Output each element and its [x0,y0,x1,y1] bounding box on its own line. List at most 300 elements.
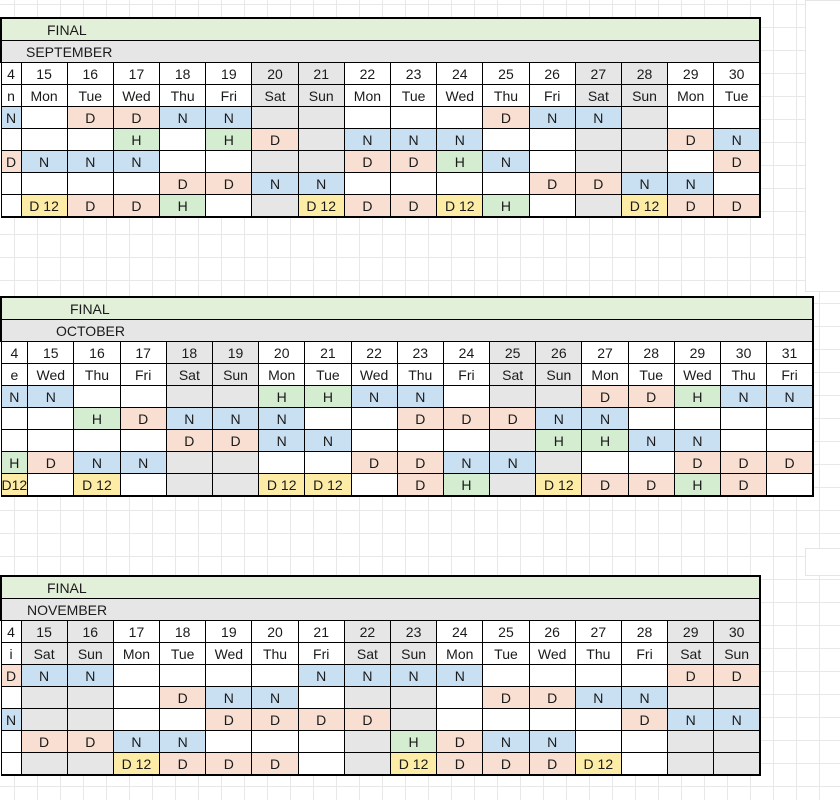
shift-cell[interactable]: D [67,195,113,218]
shift-cell[interactable]: D [529,173,575,195]
shift-cell[interactable]: D [67,731,113,753]
weekday-cell[interactable]: Sat [668,643,714,665]
shift-cell[interactable]: D [529,753,575,776]
shift-cell[interactable]: N [206,687,252,709]
weekday-cell[interactable]: Mon [259,364,305,386]
shift-cell[interactable]: N [529,731,575,753]
shift-cell[interactable]: N [67,665,113,687]
shift-cell[interactable]: H [74,408,120,430]
day-number-cell[interactable]: 27 [575,63,621,85]
shift-cell[interactable] [74,430,120,452]
day-number-cell[interactable]: 18 [166,342,212,364]
shift-cell[interactable] [767,408,813,430]
shift-cell[interactable] [351,408,397,430]
shift-cell[interactable] [767,430,813,452]
shift-cell[interactable] [67,687,113,709]
shift-cell[interactable]: D 12 [391,753,437,776]
weekday-cell[interactable]: Thu [483,85,529,107]
day-number-cell[interactable]: 30 [714,621,760,643]
weekday-cell[interactable]: Wed [28,364,74,386]
shift-cell[interactable]: N [67,151,113,173]
shift-cell[interactable]: N [160,731,206,753]
shift-cell[interactable] [391,687,437,709]
shift-cell[interactable]: D [344,151,390,173]
shift-cell[interactable] [1,173,21,195]
shift-cell[interactable]: D [490,408,536,430]
shift-cell[interactable]: D [483,753,529,776]
shift-cell[interactable]: N [714,129,760,151]
shift-cell[interactable] [206,151,252,173]
shift-cell[interactable] [1,430,28,452]
shift-cell[interactable]: D [252,753,298,776]
shift-cell[interactable] [259,452,305,474]
shift-cell[interactable]: D [483,687,529,709]
shift-cell[interactable] [1,753,21,776]
shift-cell[interactable] [721,430,767,452]
shift-cell[interactable]: D [206,709,252,731]
shift-cell[interactable] [621,731,667,753]
day-number-cell[interactable]: 19 [206,621,252,643]
weekday-cell[interactable]: Sat [344,643,390,665]
shift-cell[interactable] [160,665,206,687]
shift-cell[interactable] [536,452,582,474]
shift-cell[interactable] [437,709,483,731]
weekday-cell[interactable]: Fri [529,85,575,107]
shift-cell[interactable]: D [1,665,21,687]
shift-cell[interactable]: H [437,151,483,173]
shift-cell[interactable]: N [1,107,21,129]
shift-cell[interactable] [206,195,252,218]
shift-cell[interactable]: D [628,386,674,408]
shift-cell[interactable]: N [575,687,621,709]
shift-cell[interactable]: D [668,195,714,218]
shift-cell[interactable]: N [113,151,159,173]
day-number-cell[interactable]: 27 [575,621,621,643]
weekday-cell[interactable]: Tue [160,643,206,665]
weekday-cell[interactable]: Thu [397,364,443,386]
day-number-cell[interactable]: 26 [529,63,575,85]
shift-cell[interactable] [714,173,760,195]
shift-cell[interactable] [397,430,443,452]
shift-cell[interactable]: D 12 [305,474,351,497]
shift-cell[interactable]: H [536,430,582,452]
day-number-cell[interactable]: 16 [74,342,120,364]
day-number-cell[interactable]: 29 [674,342,720,364]
shift-cell[interactable] [575,665,621,687]
shift-cell[interactable]: N [1,709,21,731]
shift-cell[interactable]: N [344,129,390,151]
shift-cell[interactable]: D [120,408,166,430]
shift-cell[interactable] [74,386,120,408]
shift-cell[interactable] [298,151,344,173]
shift-cell[interactable]: D [721,474,767,497]
shift-cell[interactable] [483,665,529,687]
shift-cell[interactable]: N [437,665,483,687]
shift-cell[interactable]: H [206,129,252,151]
shift-cell[interactable]: H [259,386,305,408]
shift-cell[interactable] [120,386,166,408]
shift-cell[interactable]: N [252,173,298,195]
shift-cell[interactable]: D [1,151,21,173]
day-number-cell[interactable]: 22 [351,342,397,364]
shift-cell[interactable] [344,173,390,195]
shift-cell[interactable] [166,474,212,497]
shift-cell[interactable]: N [437,129,483,151]
weekday-cell[interactable]: Mon [437,643,483,665]
day-number-cell[interactable]: 22 [344,63,390,85]
shift-cell[interactable] [490,386,536,408]
day-number-cell[interactable]: 16 [67,621,113,643]
shift-cell[interactable] [1,731,21,753]
shift-cell[interactable] [621,151,667,173]
shift-cell[interactable]: N [714,709,760,731]
shift-cell[interactable]: H [443,474,489,497]
weekday-cell[interactable]: Wed [437,85,483,107]
day-number-cell[interactable]: 30 [714,63,760,85]
shift-cell[interactable]: N [305,430,351,452]
shift-cell[interactable] [575,195,621,218]
weekday-cell[interactable]: e [1,364,28,386]
shift-cell[interactable]: N [21,151,67,173]
shift-cell[interactable]: D [397,408,443,430]
day-number-cell[interactable]: 23 [397,342,443,364]
shift-cell[interactable] [113,665,159,687]
shift-cell[interactable] [67,709,113,731]
shift-cell[interactable] [714,687,760,709]
weekday-cell[interactable]: Sun [298,85,344,107]
weekday-cell[interactable]: Thu [160,85,206,107]
shift-cell[interactable] [160,129,206,151]
shift-cell[interactable]: D [344,709,390,731]
shift-cell[interactable] [529,709,575,731]
day-number-cell[interactable]: 20 [252,621,298,643]
day-number-cell[interactable]: 15 [28,342,74,364]
day-number-cell[interactable]: 25 [483,621,529,643]
day-number-cell[interactable]: 25 [483,63,529,85]
shift-cell[interactable]: D [113,107,159,129]
shift-cell[interactable]: D [206,173,252,195]
shift-cell[interactable]: N [529,107,575,129]
day-number-cell[interactable]: 28 [621,621,667,643]
day-number-cell[interactable]: 4 [1,63,21,85]
day-number-cell[interactable]: 18 [160,621,206,643]
shift-cell[interactable]: N [160,107,206,129]
day-number-cell[interactable]: 30 [721,342,767,364]
shift-cell[interactable] [206,731,252,753]
shift-cell[interactable] [674,408,720,430]
shift-cell[interactable]: D [21,731,67,753]
day-number-cell[interactable]: 24 [443,342,489,364]
day-number-cell[interactable]: 28 [621,63,667,85]
shift-cell[interactable]: D [397,474,443,497]
day-number-cell[interactable]: 21 [298,621,344,643]
day-number-cell[interactable]: 21 [305,342,351,364]
shift-cell[interactable]: D [575,173,621,195]
shift-cell[interactable] [67,129,113,151]
shift-cell[interactable] [621,107,667,129]
shift-cell[interactable] [21,107,67,129]
shift-cell[interactable] [120,474,166,497]
shift-cell[interactable] [490,474,536,497]
day-number-cell[interactable]: 29 [668,621,714,643]
weekday-cell[interactable]: Mon [344,85,390,107]
shift-cell[interactable]: H [483,195,529,218]
day-number-cell[interactable]: 29 [668,63,714,85]
shift-cell[interactable] [483,709,529,731]
shift-cell[interactable] [212,386,258,408]
shift-cell[interactable]: N [74,452,120,474]
shift-cell[interactable]: D 12 [259,474,305,497]
shift-cell[interactable]: D [437,731,483,753]
weekday-cell[interactable]: Tue [483,643,529,665]
day-number-cell[interactable]: 17 [113,63,159,85]
weekday-cell[interactable]: Sat [490,364,536,386]
shift-cell[interactable]: N [483,731,529,753]
shift-cell[interactable]: D [668,665,714,687]
shift-cell[interactable] [483,129,529,151]
weekday-cell[interactable]: Sun [714,643,760,665]
shift-cell[interactable] [113,709,159,731]
day-number-cell[interactable]: 25 [490,342,536,364]
weekday-cell[interactable]: Tue [305,364,351,386]
shift-cell[interactable] [714,731,760,753]
day-number-cell[interactable]: 17 [120,342,166,364]
shift-cell[interactable] [490,430,536,452]
day-number-cell[interactable]: 4 [1,342,28,364]
shift-cell[interactable] [437,107,483,129]
shift-cell[interactable] [166,386,212,408]
shift-cell[interactable]: D [391,195,437,218]
shift-cell[interactable] [21,173,67,195]
day-number-cell[interactable]: 20 [259,342,305,364]
shift-cell[interactable]: D [252,129,298,151]
shift-cell[interactable] [21,753,67,776]
shift-cell[interactable]: H [674,474,720,497]
weekday-cell[interactable]: Mon [582,364,628,386]
shift-cell[interactable] [344,731,390,753]
shift-cell[interactable]: N [351,386,397,408]
shift-cell[interactable]: D [298,709,344,731]
shift-cell[interactable]: D 12 [575,753,621,776]
shift-cell[interactable]: D [28,452,74,474]
shift-cell[interactable]: D [443,408,489,430]
day-number-cell[interactable]: 15 [21,621,67,643]
weekday-cell[interactable]: Fri [621,643,667,665]
shift-cell[interactable] [714,107,760,129]
shift-cell[interactable] [1,687,21,709]
day-number-cell[interactable]: 21 [298,63,344,85]
day-number-cell[interactable]: 19 [212,342,258,364]
shift-cell[interactable] [298,753,344,776]
shift-cell[interactable] [575,709,621,731]
weekday-cell[interactable]: Wed [351,364,397,386]
shift-cell[interactable]: N [621,687,667,709]
weekday-cell[interactable]: Wed [529,643,575,665]
shift-cell[interactable]: N [443,452,489,474]
shift-cell[interactable] [28,430,74,452]
shift-cell[interactable] [252,107,298,129]
shift-cell[interactable]: N [259,430,305,452]
shift-cell[interactable]: D [668,129,714,151]
shift-cell[interactable] [67,753,113,776]
shift-cell[interactable]: N [113,731,159,753]
shift-cell[interactable] [252,665,298,687]
shift-cell[interactable] [443,430,489,452]
weekday-cell[interactable]: Wed [206,643,252,665]
shift-cell[interactable] [351,474,397,497]
shift-cell[interactable]: N [767,386,813,408]
shift-cell[interactable]: D [160,173,206,195]
shift-cell[interactable] [1,195,21,218]
shift-cell[interactable]: N [721,386,767,408]
shift-cell[interactable] [621,753,667,776]
weekday-cell[interactable]: Fri [206,85,252,107]
shift-cell[interactable] [305,452,351,474]
shift-cell[interactable]: D [397,452,443,474]
shift-cell[interactable] [298,129,344,151]
shift-cell[interactable] [298,107,344,129]
shift-cell[interactable]: N [120,452,166,474]
shift-cell[interactable]: D 12 [298,195,344,218]
day-number-cell[interactable]: 16 [67,63,113,85]
shift-cell[interactable] [113,173,159,195]
shift-cell[interactable]: N [621,173,667,195]
shift-cell[interactable]: N [21,665,67,687]
day-number-cell[interactable]: 28 [628,342,674,364]
shift-cell[interactable]: D12 [1,474,28,497]
shift-cell[interactable]: N [483,151,529,173]
shift-cell[interactable]: N [344,665,390,687]
shift-cell[interactable]: D [160,687,206,709]
shift-cell[interactable]: N [166,408,212,430]
shift-cell[interactable]: D [582,386,628,408]
shift-cell[interactable]: N [674,430,720,452]
shift-cell[interactable] [529,129,575,151]
shift-cell[interactable] [575,731,621,753]
shift-cell[interactable] [344,753,390,776]
shift-cell[interactable] [391,709,437,731]
weekday-cell[interactable]: Sat [21,643,67,665]
shift-cell[interactable] [252,731,298,753]
shift-cell[interactable]: H [160,195,206,218]
weekday-cell[interactable]: Tue [391,85,437,107]
day-number-cell[interactable]: 4 [1,621,21,643]
shift-cell[interactable] [668,753,714,776]
shift-cell[interactable]: N [490,452,536,474]
shift-cell[interactable]: N [206,107,252,129]
shift-cell[interactable]: D [252,709,298,731]
shift-cell[interactable]: D [160,753,206,776]
shift-cell[interactable] [298,731,344,753]
weekday-cell[interactable]: Wed [674,364,720,386]
shift-cell[interactable]: D [714,665,760,687]
day-number-cell[interactable]: 15 [21,63,67,85]
shift-cell[interactable] [344,107,390,129]
shift-cell[interactable] [252,195,298,218]
shift-cell[interactable]: D [113,195,159,218]
day-number-cell[interactable]: 19 [206,63,252,85]
shift-cell[interactable] [28,474,74,497]
shift-cell[interactable] [443,386,489,408]
shift-cell[interactable]: N [252,687,298,709]
shift-cell[interactable]: N [668,709,714,731]
weekday-cell[interactable]: Mon [113,643,159,665]
shift-cell[interactable] [160,709,206,731]
shift-cell[interactable] [767,474,813,497]
shift-cell[interactable]: H [1,452,28,474]
shift-cell[interactable]: D [767,452,813,474]
day-number-cell[interactable]: 26 [536,342,582,364]
shift-cell[interactable]: N [28,386,74,408]
shift-cell[interactable]: H [113,129,159,151]
shift-cell[interactable]: D [714,151,760,173]
shift-cell[interactable]: D [344,195,390,218]
shift-cell[interactable]: N [391,665,437,687]
shift-cell[interactable]: N [391,129,437,151]
weekday-cell[interactable]: Thu [252,643,298,665]
shift-cell[interactable] [212,452,258,474]
shift-cell[interactable] [67,173,113,195]
weekday-cell[interactable]: Fri [443,364,489,386]
shift-cell[interactable] [529,195,575,218]
shift-cell[interactable]: N [298,665,344,687]
weekday-cell[interactable]: i [1,643,21,665]
shift-cell[interactable]: N [212,408,258,430]
weekday-cell[interactable]: Sun [212,364,258,386]
shift-cell[interactable]: D 12 [621,195,667,218]
shift-cell[interactable] [298,687,344,709]
shift-cell[interactable] [252,151,298,173]
shift-cell[interactable]: H [582,430,628,452]
shift-cell[interactable]: D [483,107,529,129]
shift-cell[interactable]: D 12 [437,195,483,218]
shift-cell[interactable]: D [621,709,667,731]
shift-cell[interactable] [668,687,714,709]
shift-cell[interactable] [166,452,212,474]
shift-cell[interactable] [1,129,21,151]
shift-cell[interactable] [21,687,67,709]
weekday-cell[interactable]: Sat [252,85,298,107]
shift-cell[interactable] [721,408,767,430]
shift-cell[interactable]: D [529,687,575,709]
shift-cell[interactable] [621,665,667,687]
shift-cell[interactable]: D [674,452,720,474]
shift-cell[interactable]: H [674,386,720,408]
shift-cell[interactable] [391,107,437,129]
day-number-cell[interactable]: 17 [113,621,159,643]
shift-cell[interactable]: N [628,430,674,452]
weekday-cell[interactable]: Thu [575,643,621,665]
weekday-cell[interactable]: Fri [298,643,344,665]
shift-cell[interactable] [621,129,667,151]
shift-cell[interactable]: N [1,386,28,408]
shift-cell[interactable]: D 12 [536,474,582,497]
weekday-cell[interactable]: Thu [721,364,767,386]
shift-cell[interactable] [120,430,166,452]
shift-cell[interactable] [575,129,621,151]
shift-cell[interactable] [344,687,390,709]
shift-cell[interactable] [575,151,621,173]
shift-cell[interactable] [28,408,74,430]
day-number-cell[interactable]: 24 [437,621,483,643]
shift-cell[interactable] [437,687,483,709]
shift-cell[interactable] [668,151,714,173]
weekday-cell[interactable]: Fri [767,364,813,386]
weekday-cell[interactable]: n [1,85,21,107]
shift-cell[interactable] [21,709,67,731]
shift-cell[interactable] [714,753,760,776]
shift-cell[interactable]: D [166,430,212,452]
